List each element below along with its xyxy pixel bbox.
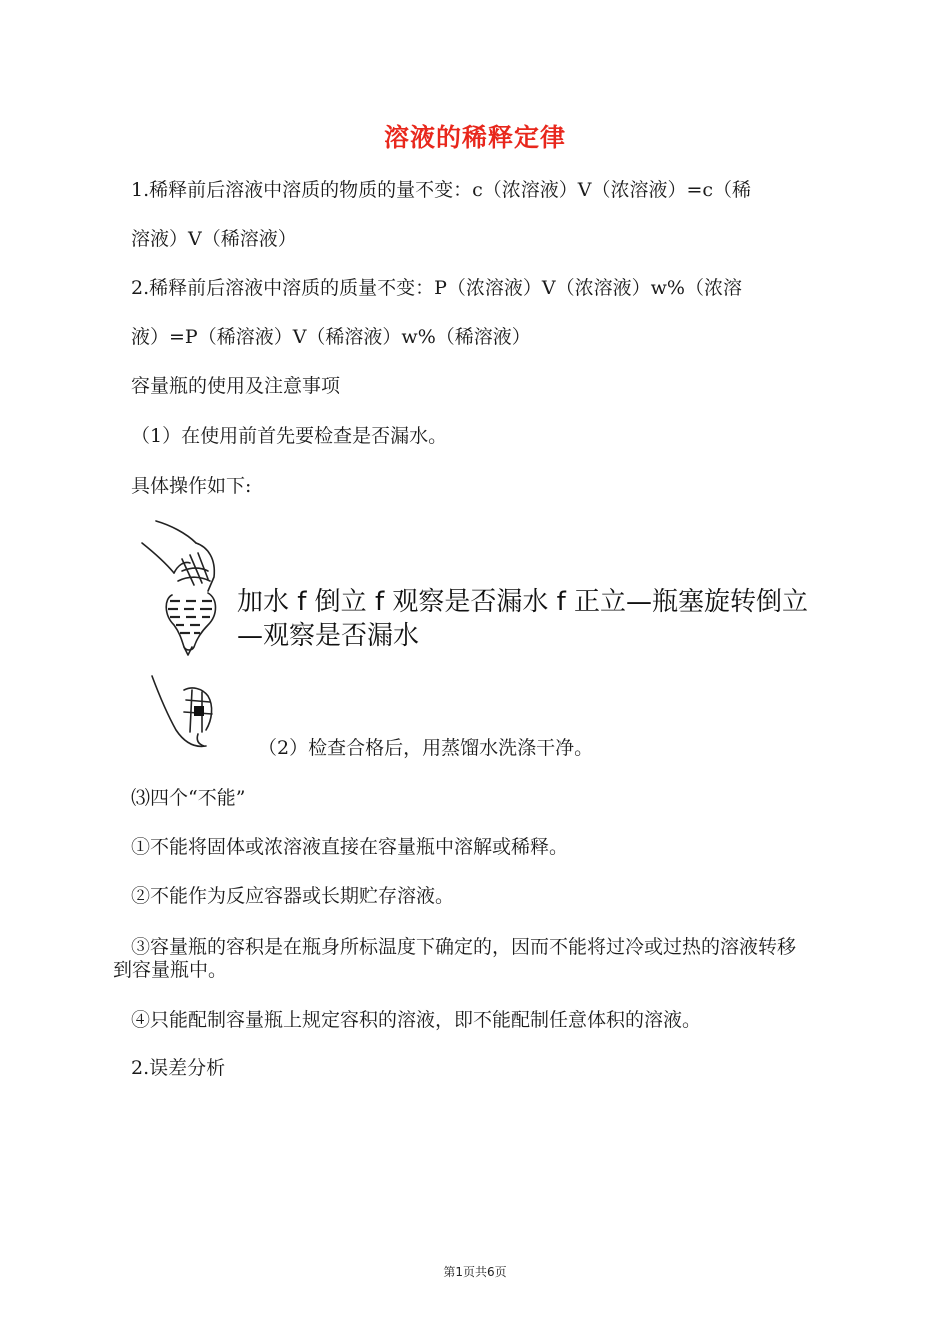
rule-1-line-1: 1.稀释前后溶液中溶质的物质的量不变：c（浓溶液）V（浓溶液）=c（稀 xyxy=(131,179,752,201)
cannot-2: ②不能作为反应容器或长期贮存溶液。 xyxy=(131,885,455,907)
step-2: （2）检查合格后，用蒸馏水洗涤干净。 xyxy=(258,737,594,759)
rule-2-line-2: 液）=P（稀溶液）V（稀溶液）w%（稀溶液） xyxy=(131,326,531,348)
stopper-rotate-illustration xyxy=(148,672,228,754)
section-heading: 容量瓶的使用及注意事项 xyxy=(131,375,341,397)
page-title: 溶液的稀释定律 xyxy=(383,123,566,152)
four-cannots-heading: ⑶四个“不能” xyxy=(131,787,246,809)
cannot-1: ①不能将固体或浓溶液直接在容量瓶中溶解或稀释。 xyxy=(131,836,569,858)
error-analysis-heading: 2.误差分析 xyxy=(131,1057,226,1079)
procedure-flow-line-1: 加水 f 倒立 f 观察是否漏水 f 正立—瓶塞旋转倒立 xyxy=(237,587,809,617)
rule-1-line-2: 溶液）V（稀溶液） xyxy=(131,228,297,250)
step-1: （1）在使用前首先要检查是否漏水。 xyxy=(131,425,448,447)
cannot-3-line-2: 到容量瓶中。 xyxy=(113,959,228,981)
procedure-intro: 具体操作如下: xyxy=(131,475,252,497)
procedure-flow-line-2: —观察是否漏水 xyxy=(237,621,420,651)
flask-leak-test-illustration xyxy=(138,515,238,660)
cannot-3-line-1: ③容量瓶的容积是在瓶身所标温度下确定的，因而不能将过冷或过热的溶液转移 xyxy=(131,936,797,958)
rule-2-line-1: 2.稀释前后溶液中溶质的质量不变：P（浓溶液）V（浓溶液）w%（浓溶 xyxy=(131,277,742,299)
page-footer: 第1页共6页 xyxy=(443,1265,507,1279)
cannot-4: ④只能配制容量瓶上规定容积的溶液，即不能配制任意体积的溶液。 xyxy=(131,1009,702,1031)
